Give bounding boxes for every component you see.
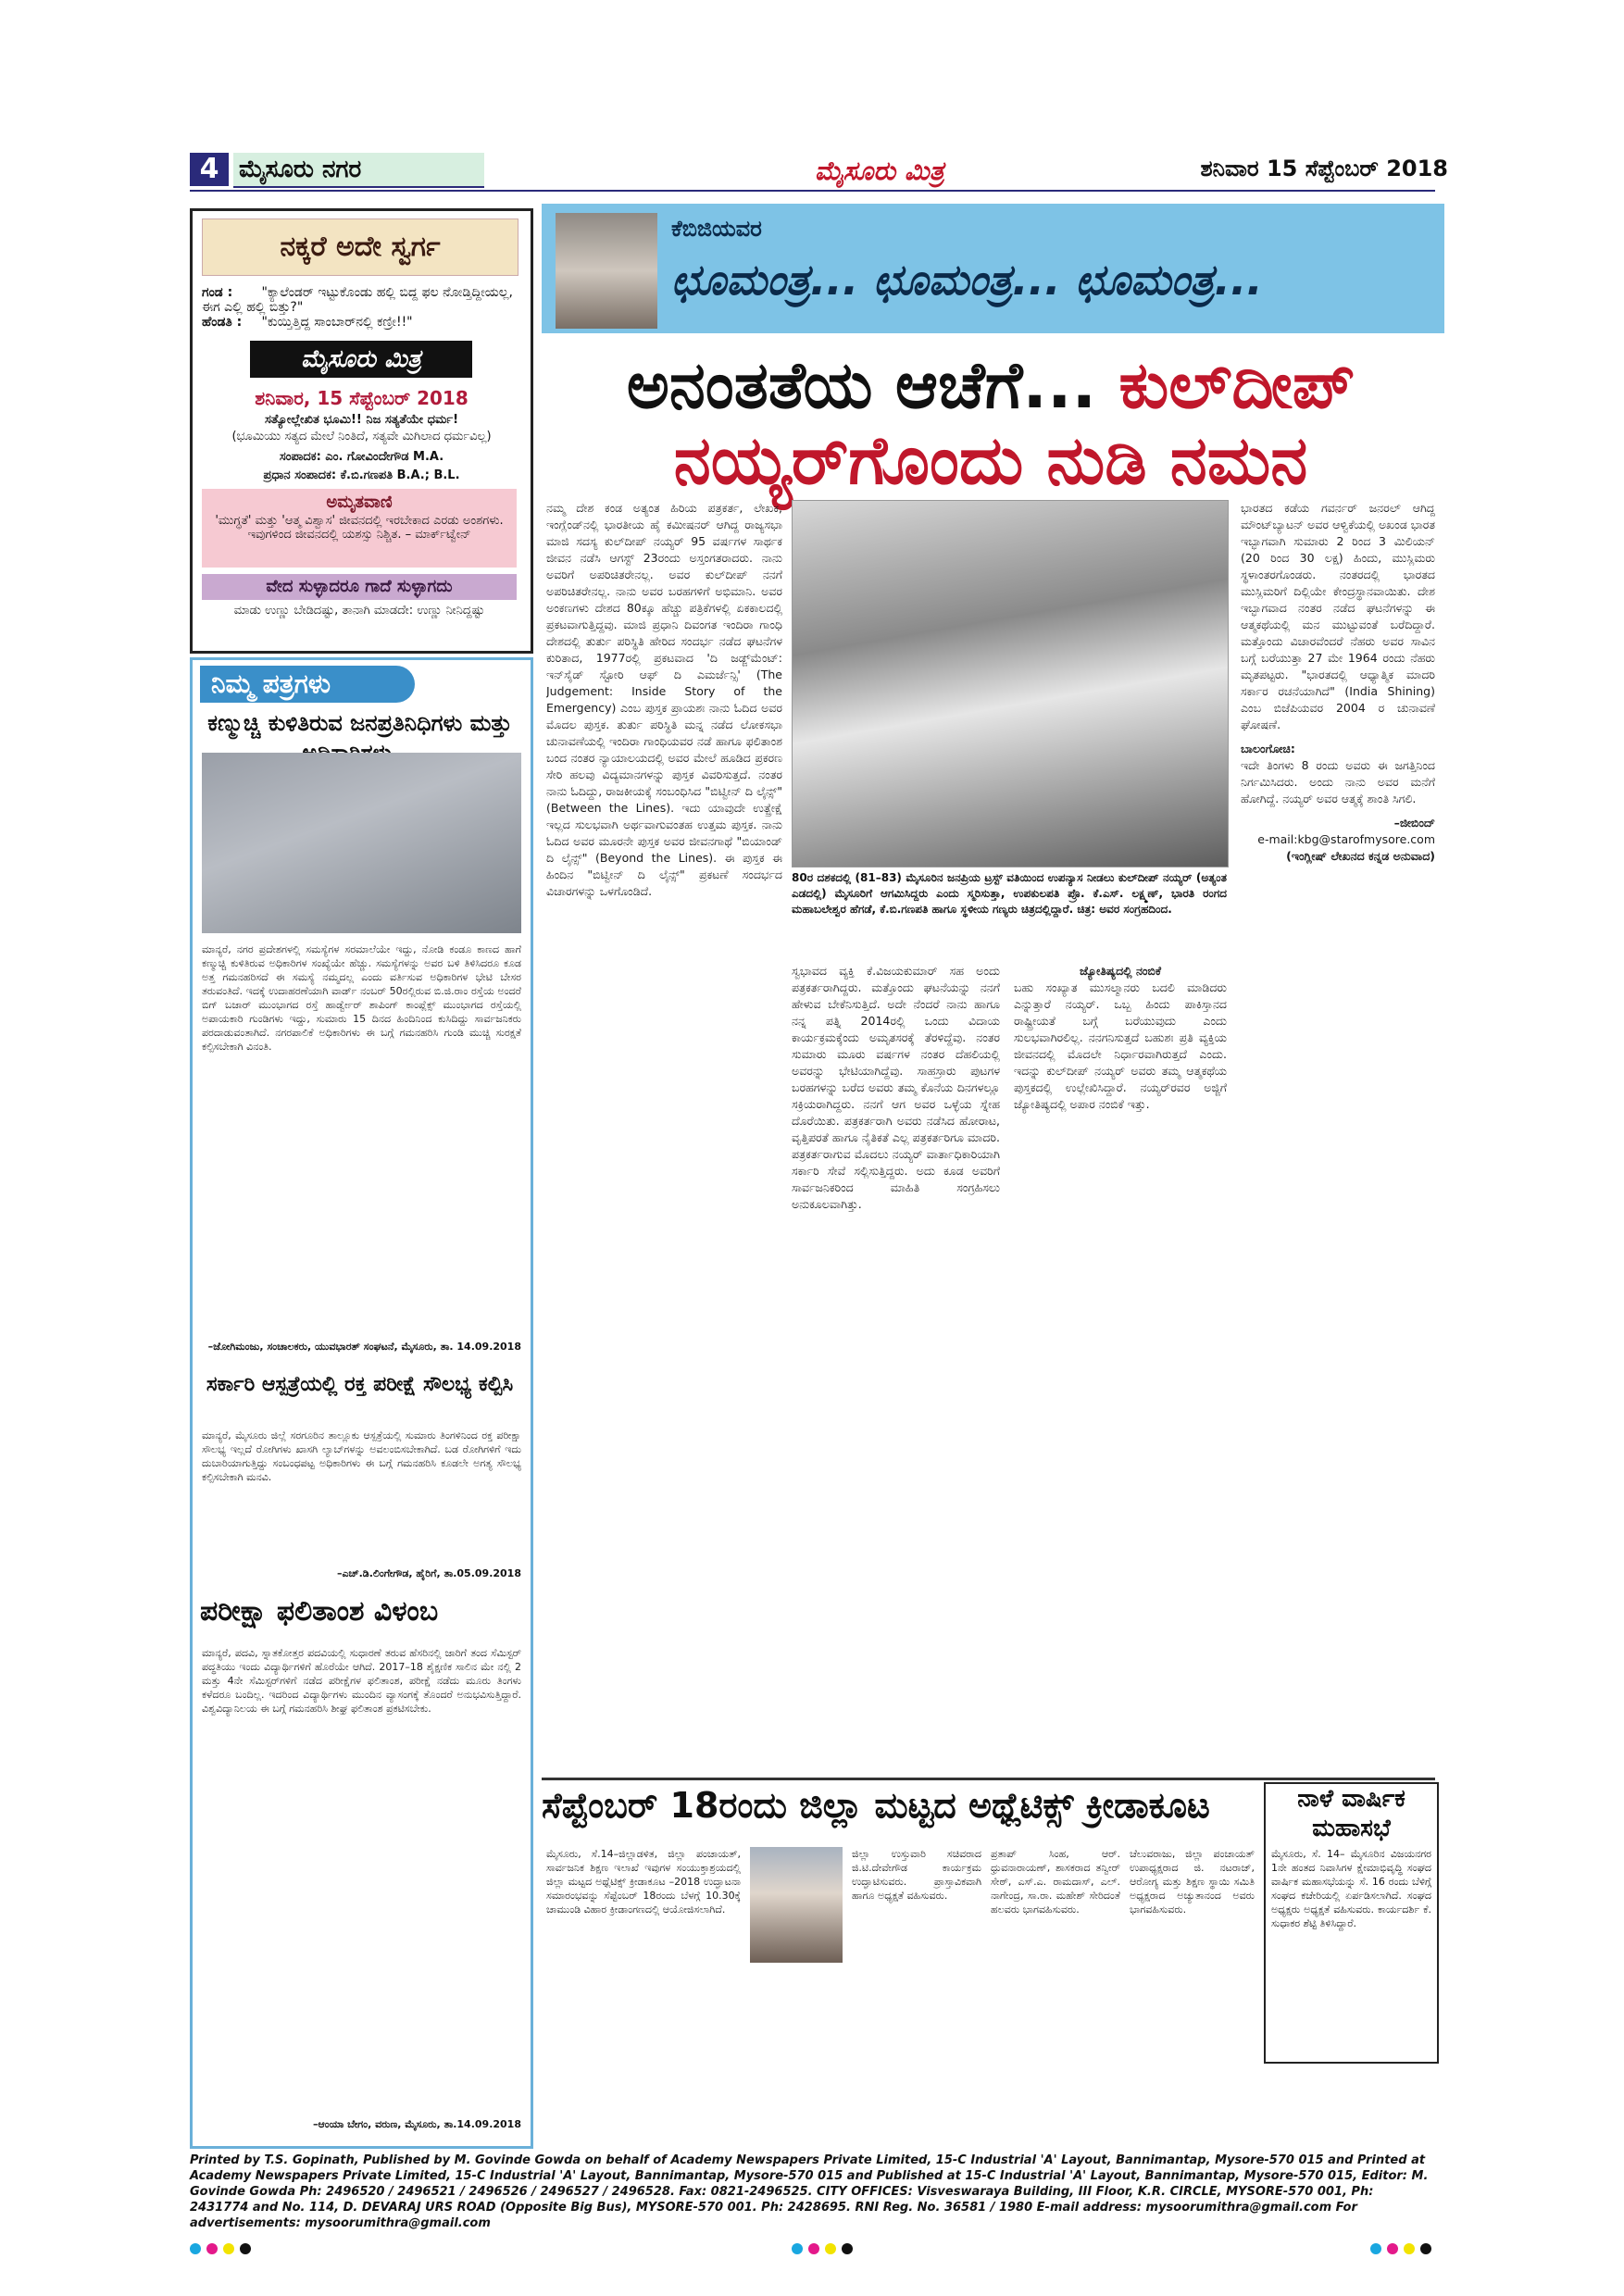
registration-dots-right: [1370, 2240, 1437, 2258]
feature-col-4-tail: ಇದೇ ತಿಂಗಳು 8 ರಂದು ಅವರು ಈ ಜಗತ್ತಿನಿಂದ ನಿರ್ಗಮಿಸಿದರು. ಅಂದು ನಾನು ಅವರ ಮನೆಗೆ ಹೋಗಿದ್ದೆ. ನಯ್ಯರ್ ಅವರ ಆತ್ಮಕ್ಕೆ ಶಾಂತಿ ಸಿಗಲಿ.: [1241, 758, 1435, 805]
letters-column: [190, 657, 533, 2149]
nale-box: [1264, 1782, 1439, 2064]
feature-col-1: ನಮ್ಮ ದೇಶ ಕಂಡ ಅತ್ಯಂತ ಹಿರಿಯ ಪತ್ರಕರ್ತ, ಲೇಖಕ, ಇಂಗ್ಲೆಂಡ್‌ನಲ್ಲಿ ಭಾರತೀಯ ಹೈ ಕಮೀಷನರ್ ಆಗಿದ್ದ ರಾಜ್ಯಸಭಾ ಮಾಜಿ ಸದಸ್ಯ ಕುಲ್‌ದೀಪ್ ನಯ್ಯರ್ 95 ವರ್ಷಗಳ ಸಾರ್ಥಕ ಜೀವನ ನಡೆಸಿ ಆಗಸ್ಟ್ 23ರಂದು ಅಸ್ತಂಗತರಾದರು. ನಾನು ಅವರಿಗೆ ಅಪರಿಚಿತರೇನಲ್ಲ. ಅವರ ಕುಲ್‌ದೀಪ್ ನನಗೆ ಅಪರಿಚಿತರೇನಲ್ಲ. ನಾನು ಅವರ ಬರಹಗಳಿಗೆ ಅಭಿಮಾನಿ. ಅವರ ಅಂಕಣಗಳು ದೇಶದ 80ಕ್ಕೂ ಹೆಚ್ಚು ಪತ್ರಿಕೆಗಳಲ್ಲಿ ಏಕಕಾಲದಲ್ಲಿ ಪ್ರಕಟವಾಗುತ್ತಿದ್ದವು. ಮಾಜಿ ಪ್ರಧಾನಿ ದಿವಂಗತ ಇಂದಿರಾ ಗಾಂಧಿ ದೇಶದಲ್ಲಿ ತುರ್ತು ಪರಿಸ್ಥಿತಿ ಹೇರಿದ ಸಂದರ್ಭ ನಡೆದ ಘಟನೆಗಳ ಕುರಿತಾದ, 1977ರಲ್ಲಿ ಪ್ರಕಟವಾದ 'ದಿ ಜಡ್ಜ್‌ಮೆಂಟ್: ಇನ್‌ಸೈಡ್ ಸ್ಟೋರಿ ಆಫ್ ದಿ ಎಮರ್ಜೆನ್ಸಿ' (The Judgement: Inside Story of the Emergency) ಎಂಬ ಪುಸ್ತಕ ಪ್ರಾಯಶಃ ನಾನು ಓದಿದ ಅವರ ಮೊದಲ ಪುಸ್ತಕ. ತುರ್ತು ಪರಿಸ್ಥಿತಿ ಮನ್ನ ನಡೆದ ಲೋಕಸಭಾ ಚುನಾವಣೆಯಲ್ಲಿ ಇಂದಿರಾ ಗಾಂಧಿಯವರ ನಡೆ ಹಾಗೂ ಫಲಿತಾಂಶ ಬಂದ ನಂತರ ನ್ಯಾಯಾಲಯದಲ್ಲಿ ಅವರ ಮೇಲೆ ಹೂಡಿದ ಪ್ರಕರಣ ಸೇರಿ ಹಲವು ವಿದ್ಯಮಾನಗಳನ್ನು ಪುಸ್ತಕ ವಿವರಿಸುತ್ತದೆ. ನಂತರ ನಾನು ಓದಿದ್ದು, ರಾಜಕೀಯಕ್ಕೆ ಸಂಬಂಧಿಸಿದ "ಬಿಟ್ವೀನ್ ದಿ ಲೈನ್ಸ್" (Between the Lines). ಇದು ಯಾವುದೇ ಉತ್ಪ್ರೇಕ್ಷೆ ಇಲ್ಲದ ಸುಲಭವಾಗಿ ಅರ್ಥವಾಗುವಂತಹ ಉತ್ತಮ ಪುಸ್ತಕ. ನಾನು ಓದಿದ ಅವರ ಮೂರನೇ ಪುಸ್ತಕ ಅವರ ಜೀವನಗಾಥೆ "ಬಿಯಾಂಡ್ ದಿ ಲೈನ್ಸ್" (Beyond the Lines). ಈ ಪುಸ್ತಕ ಈ ಹಿಂದಿನ "ಬಿಟ್ವೀನ್ ದಿ ಲೈನ್ಸ್" ಪ್ರಕಟಣೆ ಸಂದರ್ಭದ ವಿಚಾರಗಳನ್ನು ಒಳಗೊಂಡಿದೆ.: [546, 501, 782, 898]
mitra-line1: ಸತ್ಯೋಲ್ಲೇಖಿತ ಭೂಮಿ!! ನಿಜ ಸತ್ಯತೆಯೇ ಧರ್ಮ!: [265, 413, 458, 427]
ganda-label: ಗಂಡ :: [202, 285, 233, 300]
athletics-col-4: ಚೆಲುವರಾಜು, ಜಿಲ್ಲಾ ಪಂಚಾಯತ್ ಉಪಾಧ್ಯಕ್ಷರಾದ ಜಿ. ನಟರಾಜ್, ಆರೋಗ್ಯ ಮತ್ತು ಶಿಕ್ಷಣ ಸ್ಥಾಯಿ ಸಮಿತಿ ಅಧ್ಯಕ್ಷರಾದ ಅಚ್ಯುತಾನಂದ ಅವರು ಭಾಗವಹಿಸುವರು.: [1130, 1848, 1255, 1915]
letter-1-photo: [202, 753, 521, 933]
feature-photo: [792, 500, 1229, 867]
minister-photo: [750, 1847, 843, 1963]
athletics-col-1: ಮೈಸೂರು, ಸೆ.14–ಜಿಲ್ಲಾಡಳಿತ, ಜಿಲ್ಲಾ ಪಂಚಾಯತ್, ಸಾರ್ವಜನಿಕ ಶಿಕ್ಷಣ ಇಲಾಖೆ ಇವುಗಳ ಸಂಯುಕ್ತಾಶ್ರಯದಲ್ಲಿ ಜಿಲ್ಲಾ ಮಟ್ಟದ ಅಥ್ಲೆಟಿಕ್ಸ್ ಕ್ರೀಡಾಕೂಟ –2018 ಉದ್ಘಾಟನಾ ಸಮಾರಂಭವನ್ನು ಸೆಪ್ಟೆಂಬರ್ 18ರಂದು ಬೆಳಗ್ಗೆ 10.30ಕ್ಕೆ ಚಾಮುಂಡಿ ವಿಹಾರ ಕ್ರೀಡಾಂಗಣದಲ್ಲಿ ಆಯೋಜಿಸಲಾಗಿದೆ.: [546, 1848, 741, 1915]
letters-heading: ನಿಮ್ಮ ಪತ್ರಗಳು: [200, 666, 415, 703]
feature-kicker: ಕೆಬಿಜಿಯವರ: [671, 216, 762, 242]
letter-1-body: ಮಾನ್ಯರೆ, ನಗರ ಪ್ರದೇಶಗಳಲ್ಲಿ ಸಮಸ್ಯೆಗಳ ಸರಮಾಲೆಯೇ ಇದ್ದು, ನೋಡಿ ಕಂಡೂ ಕಾಣದ ಹಾಗೆ ಕಣ್ಮುಚ್ಚಿ ಕುಳಿತಿರುವ ಅಧಿಕಾರಿಗಳ ಸಂಖ್ಯೆಯೇ ಹೆಚ್ಚು. ಸಮಸ್ಯೆಗಳನ್ನು ಅವರ ಬಳಿ ತಿಳಿಸಿದರೂ ಕೂಡ ಅತ್ತ ಗಮನಹರಿಸದೆ ಈ ಸಮಸ್ಯೆ ನಮ್ಮದಲ್ಲ ಎಂದು ವರ್ತಿಸುವ ಅಧಿಕಾರಿಗಳ ಭೇಟಿ ಬೇಸರ ತರುವಂತಿದೆ. ಇದಕ್ಕೆ ಉದಾಹರಣೆಯಾಗಿ ವಾರ್ಡ್ ನಂಬರ್ 50ರಲ್ಲಿರುವ ಬಿ.ಜಿ.ರಾಂ ರಸ್ತೆಯ ಅಂದರೆ ಬಿಗ್ ಬಜಾರ್ ಮುಂಭಾಗದ ರಸ್ತೆ ಹಾರ್ಡ್ವೇರ್ ಶಾಪಿಂಗ್ ಕಾಂಪ್ಲೆಕ್ಸ್ ಮುಂಭಾಗದ ರಸ್ತೆಯಲ್ಲಿ ಅಪಾಯಕಾರಿ ಗುಂಡಿಗಳು ಇದ್ದು, ಸುಮಾರು 15 ದಿನದ ಹಿಂದಿನಿಂದ ಕುಸಿದಿದ್ದು ಸಾರ್ವಜನಿಕರು ಪರದಾಡುವಂತಾಗಿದೆ. ನಗರಪಾಲಿಕೆ ಅಧಿಕಾರಿಗಳು ಈ ಬಗ್ಗೆ ಗಮನಹರಿಸಿ ಗುಂಡಿ ಮುಚ್ಚಿ ಸುರಕ್ಷತೆ ಕಲ್ಪಿಸಬೇಕಾಗಿ ವಿನಂತಿ.: [202, 943, 521, 1053]
athletics-headline: ಸೆಪ್ಟೆಂಬರ್ 18ರಂದು ಜಿಲ್ಲಾ ಮಟ್ಟದ ಅಥ್ಲೆಟಿಕ್ಸ್ ಕ್ರೀಡಾಕೂಟ: [542, 1785, 1259, 1827]
cyan-dot: [792, 2243, 803, 2254]
amruthavani-text: 'ಮುಗ್ಧತೆ' ಮತ್ತು 'ಆತ್ಮ ವಿಶ್ವಾಸ' ಜೀವನದಲ್ಲಿ ಇರಬೇಕಾದ ಎರಡು ಅಂಶಗಳು. ಇವುಗಳಿಂದ ಜೀವನದಲ್ಲಿ ಯಶಸ್ಸು ನಿಶ್ಚಿತ. – ಮಾರ್ಕ್‌ಟ್ವೇನ್: [215, 514, 504, 542]
feature-email[interactable]: e-mail:kbg@starofmysore.com: [1257, 832, 1435, 846]
nale-heading: ನಾಳೆ ವಾರ್ಷಿಕ ಮಹಾಸಭೆ: [1297, 1785, 1405, 1842]
mitra-line2: (ಭೂಮಿಯು ಸತ್ಯದ ಮೇಲೆ ನಿಂತಿದೆ, ಸತ್ಯವೇ ಮಿಗಿಲಾದ ಧರ್ಮವಿಲ್ಲ): [231, 430, 492, 443]
feature-translation-note: (ಇಂಗ್ಲೀಷ್ ಲೇಖನದ ಕನ್ನಡ ಅನುವಾದ): [1286, 849, 1435, 863]
headline-line-1-red: ಕುಲ್‌ದೀಪ್: [1118, 347, 1355, 423]
page-number: 4: [190, 153, 229, 186]
mitra-logo: ಮೈಸೂರು ಮಿತ್ರ: [250, 341, 472, 378]
imprint-line: Printed by T.S. Gopinath, Published by M. Govinde Gowda on behalf of Academy Newspapers Private Limited, 15-C Industrial 'A' Layout, Bannimantap, Mysore-570 015 and Printed at Academy Newspapers Private Limited, 15-C Industrial 'A' Layout, Bannimantap, Mysore-570 015 and Published at 15-C Industrial 'A' Layout, Bannimantap, Mysore-570 015, Editor: M. Govinde Gowda Ph: 2496520 / 2496521 / 2496526 / 2496527 / 2496528. Fax: 0821-2496525. CITY OFFICES: Visveswaraya Building, III Floor, K.R. CIRCLE, MYSORE-570 001, Ph: 2431774 and No. 114, D. DEVARAJ URS ROAD (Opposite Big Bus), MYSORE-570 001. Ph: 2428695. RNI Reg. No. 36581 / 1980 E-mail address: mysoorumithra@gmail.com For advertisements: mysoorumithra@gmail.com: [190, 2153, 1429, 2230]
letter-1-title: ಕಣ್ಮುಚ್ಚಿ ಕುಳಿತಿರುವ ಜನಪ್ರತಿನಿಧಿಗಳು ಮತ್ತು: [207, 710, 512, 736]
nakkare-title: ನಕ್ಕರೆ ಅದೇ ಸ್ವರ್ಗ: [202, 218, 518, 276]
feature-col-2: ಸ್ವಭಾವದ ವ್ಯಕ್ತಿ ಕೆ.ವಿಜಯಕುಮಾರ್ ಸಹ ಅಂದು ಪತ್ರಕರ್ತರಾಗಿದ್ದರು. ಮತ್ತೊಂದು ಘಟನೆಯನ್ನು ನನಗೆ ಹೇಳುವ ಬೇಕೆನಿಸುತ್ತಿದೆ. ಅದೇ ನೆಂದರೆ ನಾನು ಹಾಗೂ ನನ್ನ ಪತ್ನಿ 2014ರಲ್ಲಿ ಒಂದು ವಿದಾಯ ಕಾರ್ಯಕ್ರಮಕ್ಕೆಂದು ಅಮೃತಸರಕ್ಕೆ ತೆರಳಿದ್ದೆವು. ನಂತರ ಸುಮಾರು ಮೂರು ವರ್ಷಗಳ ನಂತರ ದೆಹಲಿಯಲ್ಲಿ ಅವರನ್ನು ಭೇಟಿಯಾಗಿದ್ದೆವು. ಸಾಹಸ್ರಾರು ಪುಟಗಳ ಬರಹಗಳನ್ನು ಬರೆದ ಅವರು ತಮ್ಮ ಕೊನೆಯ ದಿನಗಳಲ್ಲೂ ಸಕ್ರಿಯರಾಗಿದ್ದರು. ನನಗೆ ಆಗ ಅವರ ಒಳ್ಳೆಯ ಸ್ನೇಹ ದೊರೆಯಿತು. ಪತ್ರಕರ್ತರಾಗಿ ಅವರು ನಡೆಸಿದ ಹೋರಾಟ, ವೃತ್ತಿಪರತೆ ಹಾಗೂ ನೈತಿಕತೆ ಎಲ್ಲ ಪತ್ರಕರ್ತರಿಗೂ ಮಾದರಿ. ಪತ್ರಕರ್ತರಾಗುವ ಮೊದಲು ನಯ್ಯರ್ ವಾರ್ತಾಧಿಕಾರಿಯಾಗಿ ಸರ್ಕಾರಿ ಸೇವೆ ಸಲ್ಲಿಸುತ್ತಿದ್ದರು. ಅದು ಕೂಡ ಅವರಿಗೆ ಸಾರ್ವಜನಿಕರಿಂದ ಮಾಹಿತಿ ಸಂಗ್ರಹಿಸಲು ಅನುಕೂಲವಾಗಿತ್ತು.: [792, 964, 1000, 1211]
black-dot: [1420, 2243, 1431, 2254]
vedha-text: ಮಾಡು ಉಣ್ಣು ಬೇಡಿದಷ್ಟು, ತಾನಾಗಿ ಮಾಡದೇ: ಉಣ್ಣು ನೀನಿದ್ದಷ್ಟು: [233, 604, 485, 618]
feature-col-3-subhead: ಜ್ಯೋತಿಷ್ಯದಲ್ಲಿ ನಂಬಿಕೆ: [1080, 964, 1161, 978]
yellow-dot: [825, 2243, 836, 2254]
letter-3-sign: –ಆಂಯಾ ಬೇಗಂ, ವರುಣ, ಮೈಸೂರು, ತಾ.14.09.2018: [313, 2118, 521, 2130]
letter-1-sign: –ಜೋಗಿಮಂಜು, ಸಂಚಾಲಕರು, ಯುವಭಾರತ್ ಸಂಘಟನೆ, ಮೈಸೂರು, ತಾ. 14.09.2018: [207, 1341, 521, 1353]
magenta-dot: [808, 2243, 819, 2254]
column-title: ಛೂಮಂತ್ರ... ಛೂಮಂತ್ರ... ಛೂಮಂತ್ರ...: [671, 255, 1263, 305]
ganda-row: [202, 285, 531, 315]
columnist-photo: [556, 213, 657, 329]
mitra-chief-editor: ಪ್ರಧಾನ ಸಂಪಾದಕ: ಕೆ.ಬಿ.ಗಣಪತಿ B.A.; B.L.: [263, 468, 460, 482]
nale-body: ಮೈಸೂರು, ಸೆ. 14– ಮೈಸೂರಿನ ವಿಜಯನಗರ 1ನೇ ಹಂತದ ನಿವಾಸಿಗಳ ಕ್ಷೇಮಾಭಿವೃದ್ಧಿ ಸಂಘದ ವಾರ್ಷಿಕ ಮಹಾಸಭೆಯನ್ನು ಸೆ. 16 ರಂದು ಬೆಳಿಗ್ಗೆ ಸಂಘದ ಕಚೇರಿಯಲ್ಲಿ ಏರ್ಪಡಿಸಲಾಗಿದೆ. ಸಂಘದ ಅಧ್ಯಕ್ಷರು ಅಧ್ಯಕ್ಷತೆ ವಹಿಸುವರು. ಕಾರ್ಯದರ್ಶಿ ಕೆ. ಸುಧಾಕರ ಶೆಟ್ಟಿ ತಿಳಿಸಿದ್ದಾರೆ.: [1271, 1848, 1431, 1929]
amruthavani-box: [202, 489, 517, 568]
letter-2-body: ಮಾನ್ಯರೆ, ಮೈಸೂರು ಜಿಲ್ಲೆ ಸರಗೂರಿನ ತಾಲ್ಲೂಕು ಆಸ್ಪತ್ರೆಯಲ್ಲಿ ಸುಮಾರು ತಿಂಗಳಿನಿಂದ ರಕ್ತ ಪರೀಕ್ಷಾ ಸೌಲಭ್ಯ ಇಲ್ಲದೆ ರೋಗಿಗಳು ಖಾಸಗಿ ಲ್ಯಾಬ್‌ಗಳನ್ನು ಅವಲಂಬಿಸಬೇಕಾಗಿದೆ. ಬಡ ರೋಗಿಗಳಿಗೆ ಇದು ದುಬಾರಿಯಾಗುತ್ತಿದ್ದು ಸಂಬಂಧಪಟ್ಟ ಅಧಿಕಾರಿಗಳು ಈ ಬಗ್ಗೆ ಗಮನಹರಿಸಿ ಕೂಡಲೇ ಅಗತ್ಯ ಸೌಲಭ್ಯ ಕಲ್ಪಿಸಬೇಕಾಗಿ ಮನವಿ.: [202, 1429, 521, 1483]
feature-photo-caption: 80ರ ದಶಕದಲ್ಲಿ (81–83) ಮೈಸೂರಿನ ಜನಪ್ರಿಯ ಟ್ರಸ್ಟ್ ವತಿಯಿಂದ ಉಪನ್ಯಾಸ ನೀಡಲು ಕುಲ್‌ದೀಪ್ ನಯ್ಯರ್ (ಅತ್ಯಂತ ಎಡದಲ್ಲಿ) ಮೈಸೂರಿಗೆ ಆಗಮಿಸಿದ್ದರು ಎಂದು ಸ್ಮರಿಸುತ್ತಾ, ಉಪಕುಲಪತಿ ಪ್ರೊ. ಕೆ.ಎಸ್. ಲಕ್ಷ್ಮಣ್, ಭಾರತಿ ರಂಗದ ಮಹಾಬಲೇಶ್ವರ ಹೆಗಡೆ, ಕೆ.ಬಿ.ಗಣಪತಿ ಹಾಗೂ ಸ್ಥಳೀಯ ಗಣ್ಯರು ಚಿತ್ರದಲ್ಲಿದ್ದಾರೆ. ಚಿತ್ರ: ಅವರ ಸಂಗ್ರಹದಿಂದ.: [792, 871, 1227, 916]
letter-3-title: ಪರೀಕ್ಷಾ ಫಲಿತಾಂಶ ವಿಳಂಬ: [200, 1595, 439, 1628]
feature-col-4-subhead: ಬಾಲಂಗೋಚಿ:: [1241, 742, 1295, 755]
nakkare-box: [190, 208, 533, 654]
athletics-col-3: ಪ್ರತಾಪ್ ಸಿಂಹ, ಆರ್. ಧ್ರುವನಾರಾಯಣ್, ಶಾಸಕರಾದ ತನ್ವೀರ್ ಸೇಠ್, ಎಸ್.ಎ. ರಾಮದಾಸ್, ಎಲ್. ನಾಗೇಂದ್ರ, ಸಾ.ರಾ. ಮಹೇಶ್ ಸೇರಿದಂತೆ ಹಲವರು ಭಾಗವಹಿಸುವರು.: [991, 1848, 1120, 1915]
feature-col-3-text: ಬಹು ಸಂಖ್ಯಾತ ಮುಸಲ್ಮಾನರು ಬದಲಿ ಮಾಡಿದರು ಎನ್ನುತ್ತಾರೆ ನಯ್ಯರ್. ಒಬ್ಬ ಹಿಂದು ಪಾಕಿಸ್ತಾನದ ರಾಷ್ಟ್ರೀಯತೆ ಬಗ್ಗೆ ಬರೆಯುವುದು ಎಂದು ಸುಲಭವಾಗಿರಲಿಲ್ಲ. ನನಗನಿಸುತ್ತದೆ ಬಹುಶಃ ಪ್ರತಿ ವ್ಯಕ್ತಿಯ ಜೀವನದಲ್ಲಿ ಮೊದಲೇ ನಿರ್ಧಾರವಾಗಿರುತ್ತದೆ ಎಂದು. ಇದನ್ನು ಕುಲ್‌ದೀಪ್ ನಯ್ಯರ್ ಅವರು ತಮ್ಮ ಆತ್ಮಕಥೆಯ ಪುಸ್ತಕದಲ್ಲಿ ಉಲ್ಲೇಖಿಸಿದ್ದಾರೆ. ನಯ್ಯರ್‌ರವರ ಅಜ್ಜಿಗೆ ಜ್ಯೋತಿಷ್ಯದಲ್ಲಿ ಅಪಾರ ನಂಬಿಕೆ ಇತ್ತು.: [1014, 980, 1227, 1111]
issue-date: ಶನಿವಾರ 15 ಸೆಪ್ಟೆಂಬರ್ 2018: [1200, 156, 1448, 181]
yellow-dot: [223, 2243, 234, 2254]
feature-sign: –ಜೀಬಿಂದ್: [1393, 816, 1435, 830]
mitra-editor: ಸಂಪಾದಕ: ಎಂ. ಗೋವಿಂದೇಗೌಡ M.A.: [279, 450, 444, 464]
hendathi-text: "ಕುಯ್ತಿತ್ತಿದ್ದ ಸಾಂಬಾರ್‌ನಲ್ಲಿ ಕಣ್ರೀ!!": [261, 315, 413, 330]
ganda-text: "ಕ್ಯಾಲೆಂಡರ್ ಇಟ್ಟುಕೊಂಡು ಹಲ್ಲಿ ಬಿದ್ದ ಫಲ ನೋಡ್ತಿದ್ದೀಯಲ್ಲ, ಈಗ ಎಲ್ಲಿ ಹಲ್ಲಿ ಬಿತ್ತು?": [202, 285, 513, 315]
headline-line-1-black: ಅನಂತತೆಯ ಆಚೆಗೆ...: [626, 347, 1097, 423]
letter-2-sign: –ಎಚ್.ಡಿ.ಲಿಂಗೇಗೌಡ, ಹೈರಿಗೆ, ತಾ.05.09.2018: [336, 1567, 521, 1579]
magenta-dot: [1387, 2243, 1398, 2254]
feature-col-4-text: ಭಾರತದ ಕಡೆಯ ಗವರ್ನರ್ ಜನರಲ್ ಆಗಿದ್ದ ಮೌಂಟ್‌ಬ್ಯಾಟನ್ ಅವರ ಆಳ್ವಿಕೆಯಲ್ಲಿ ಅಖಂಡ ಭಾರತ ಇಬ್ಭಾಗವಾಗಿ ಸುಮಾರು 2 ರಿಂದ 3 ಮಿಲಿಯನ್ (20 ರಿಂದ 30 ಲಕ್ಷ) ಹಿಂದು, ಮುಸ್ಲಿಮರು ಸ್ಥಳಾಂತರಗೊಂಡರು. ನಂತರದಲ್ಲಿ ಭಾರತದ ಮುಸ್ಲಿಮರಿಗೆ ದಿಲ್ಲಿಯೇ ಕೇಂದ್ರಸ್ಥಾನವಾಯಿತು. ದೇಶ ಇಬ್ಭಾಗವಾದ ನಂತರ ನಡೆದ ಘಟನೆಗಳನ್ನು ಈ ಆತ್ಮಕಥೆಯಲ್ಲಿ ಮನ ಮುಟ್ಟುವಂತೆ ಬರೆದಿದ್ದಾರೆ. ಮತ್ತೊಂದು ವಿಚಾರವೆಂದರೆ ನೆಹರು ಅವರ ಸಾವಿನ ಬಗ್ಗೆ ಬರೆಯುತ್ತಾ 27 ಮೇ 1964 ರಂದು ನೆಹರು ಮೃತಪಟ್ಟರು. "ಭಾರತದಲ್ಲಿ ಆಧ್ಯಾತ್ಮಿಕ ಮಾದರಿ ಸರ್ಕಾರ ರಚನೆಯಾಗಿದೆ" (India Shining) ಎಂಬ ಬಿಜೆಪಿಯವರ 2004 ರ ಚುನಾವಣೆ ಘೋಷಣೆ.: [1241, 501, 1435, 731]
amruthavani-heading: ಅಮೃತವಾಣಿ: [326, 493, 393, 512]
registration-dots-center: [792, 2240, 858, 2258]
registration-dots-left: [190, 2240, 256, 2258]
black-dot: [842, 2243, 853, 2254]
bottom-rule: [542, 1778, 1435, 1780]
headline-line-2: ನಯ್ಯರ್‌ಗೊಂದು ನುಡಿ ನಮನ: [673, 421, 1308, 499]
feature-col-4: [1241, 500, 1435, 1768]
header-rule: [190, 190, 1435, 192]
athletics-col-2: ಜಿಲ್ಲಾ ಉಸ್ತುವಾರಿ ಸಚಿವರಾದ ಜಿ.ಟಿ.ದೇವೇಗೌಡ ಕಾರ್ಯಕ್ರಮ ಉದ್ಘಾಟಿಸುವರು. ಪ್ರಾಸ್ತಾವಿಕವಾಗಿ ಹಾಗೂ ಅಧ್ಯಕ್ಷತೆ ವಹಿಸುವರು.: [852, 1848, 981, 1902]
headline-line-1: [556, 347, 1426, 424]
magenta-dot: [206, 2243, 218, 2254]
mitra-date: ಶನಿವಾರ, 15 ಸೆಪ್ಟೆಂಬರ್ 2018: [255, 387, 468, 409]
section-title: ಮೈಸೂರು ನಗರ: [233, 153, 484, 188]
yellow-dot: [1404, 2243, 1415, 2254]
black-dot: [240, 2243, 251, 2254]
cyan-dot: [1370, 2243, 1381, 2254]
letter-3-body: ಮಾನ್ಯರೆ, ಪದವಿ, ಸ್ನಾತಕೋತ್ತರ ಪದವಿಯಲ್ಲಿ ಸುಧಾರಣೆ ತರುವ ಹೆಸರಿನಲ್ಲಿ ಜಾರಿಗೆ ತಂದ ಸೆಮಿಸ್ಟರ್ ಪದ್ಧತಿಯು ಇಂದು ವಿದ್ಯಾರ್ಥಿಗಳಿಗೆ ಹೊರೆಯೇ ಆಗಿದೆ. 2017–18 ಶೈಕ್ಷಣಿಕ ಸಾಲಿನ ಮೇ ನಲ್ಲಿ 2 ಮತ್ತು 4ನೇ ಸೆಮಿಸ್ಟರ್‌ಗಳಿಗೆ ನಡೆದ ಪರೀಕ್ಷೆಗಳ ಫಲಿತಾಂಶ, ಪರೀಕ್ಷೆ ನಡೆದು ಮೂರು ತಿಂಗಳು ಕಳೆದರೂ ಬಂದಿಲ್ಲ. ಇದರಿಂದ ವಿದ್ಯಾರ್ಥಿಗಳು ಮುಂದಿನ ವ್ಯಾಸಂಗಕ್ಕೆ ತೊಂದರೆ ಅನುಭವಿಸುತ್ತಿದ್ದಾರೆ. ವಿಶ್ವವಿದ್ಯಾನಿಲಯ ಈ ಬಗ್ಗೆ ಗಮನಹರಿಸಿ ಶೀಘ್ರ ಫಲಿತಾಂಶ ಪ್ರಕಟಿಸಬೇಕು.: [202, 1647, 521, 1715]
masthead: ಮೈಸೂರು ಮಿತ್ರ: [815, 156, 944, 186]
hendathi-row: [202, 315, 413, 330]
feature-col-3: [1014, 963, 1227, 1768]
vedha-heading: ವೇದ ಸುಳ್ಳಾದರೂ ಗಾದೆ ಸುಳ್ಳಾಗದು: [202, 574, 517, 600]
hendathi-label: ಹೆಂಡತಿ :: [202, 315, 243, 330]
letter-2-title: ಸರ್ಕಾರಿ ಆಸ್ಪತ್ರೆಯಲ್ಲಿ ರಕ್ತ ಪರೀಕ್ಷೆ ಸೌಲಭ್ಯ ಕಲ್ಪಿಸಿ: [206, 1373, 514, 1396]
cyan-dot: [190, 2243, 201, 2254]
